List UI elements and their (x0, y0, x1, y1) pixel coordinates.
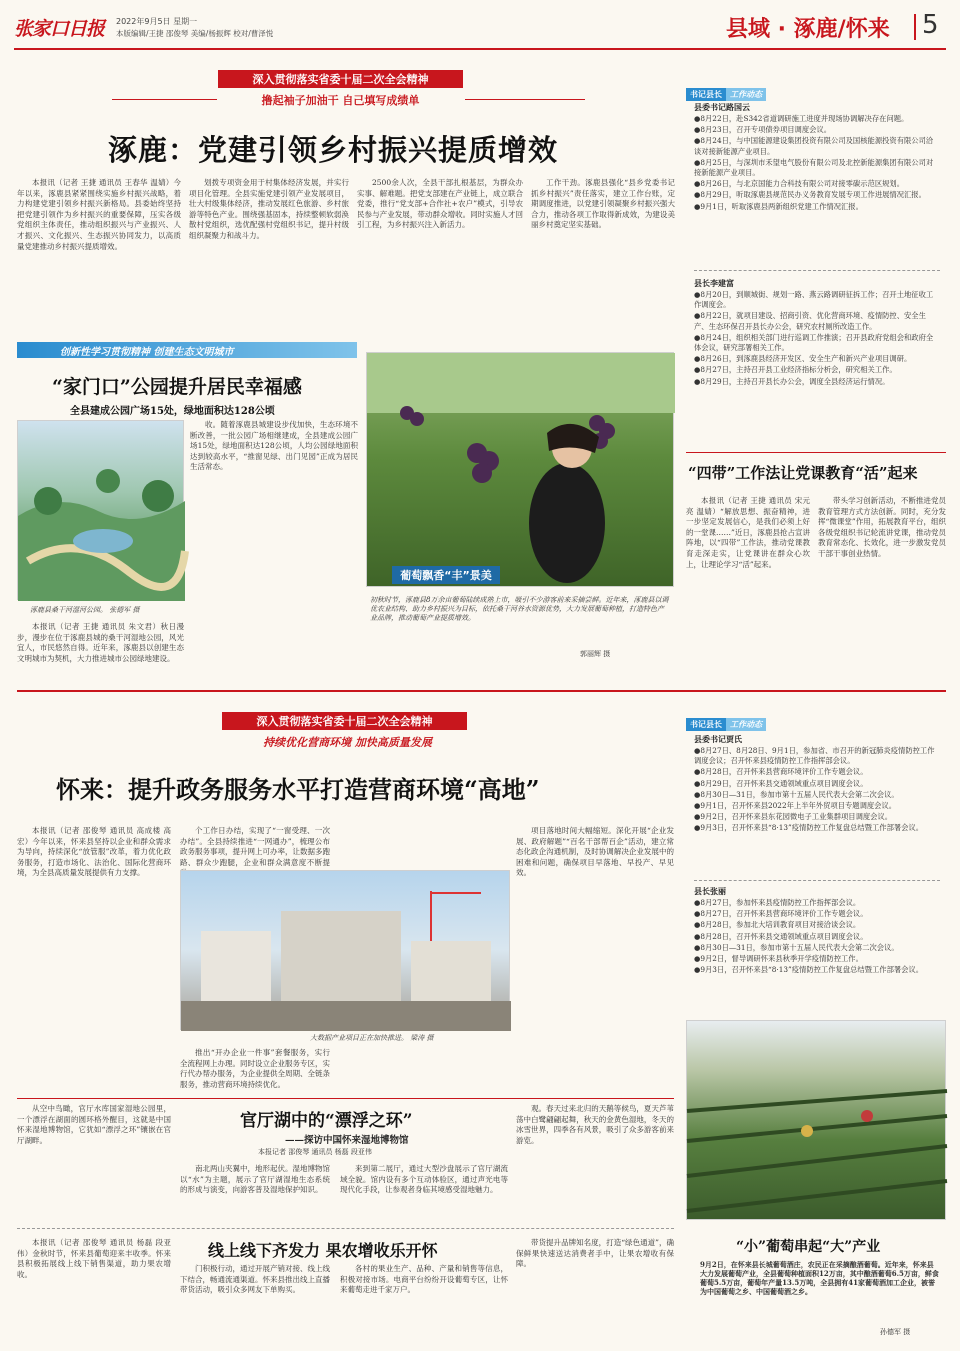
section-title: 县域 · 涿鹿/怀来 (726, 17, 890, 42)
sidebar2-g1-item: ●9月1日，召开怀来县2022年上半年外贸项目专题调度会议。 (694, 801, 897, 811)
article4-col2: 个工作日办结，实现了“一窗受理、一次办结”。全县持续推进“一网通办”，梳理公布政务服务事项，提升网上可办率，让数据多跑路、群众少跑腿，企业和群众满意度不断提 (180, 826, 330, 867)
sidebar1-group2 (694, 290, 940, 388)
article5-byline: 本报记者 邵俊琴 通讯员 杨磊 段亚伟 (258, 1148, 372, 1156)
article1-kicker: 深入贯彻落实省委十届二次全会精神 (252, 73, 429, 86)
article6-col1: 本报讯（记者 邵俊琴 通讯员 杨磊 段亚伟）金秋时节，怀来县葡萄迎来丰收季。怀来县积极拓展线上线下销售渠道，助力果农增收。 (17, 1238, 171, 1279)
feature2-headline: “小”葡萄串起“大”产业 (736, 1239, 881, 1255)
feature2-credit: 孙德军 摄 (880, 1328, 911, 1336)
grape-photo-illustration (367, 353, 675, 588)
article5-top-rule (17, 1098, 674, 1099)
article2-subhead: 全县建成公园广场15处，绿地面积达128公顷 (70, 406, 275, 417)
sidebar1-g2-item: ●8月20日，到顺城街、规划一路、燕云路调研征拆工作；召开土地征收工作调度会。 (694, 290, 934, 310)
sidebar2-g1-item: ●8月28日，召开怀来县营商环境评价工作专题会议。 (694, 767, 868, 777)
feature2-caption: 9月2日，在怀来县长城葡萄酒庄，农民正在采摘酿酒葡萄。近年来，怀来县大力发展葡萄产业，全县葡萄种植面积12万亩，其中酿酒葡萄6.5万亩，鲜食葡萄5.5万亩，葡萄年产量13.5万吨，全县拥有41家葡萄酒加工企业，被誉为中国葡萄之乡、中国葡萄酒之乡。 (700, 1260, 939, 1296)
article1-col3: 2500余人次，全县干部扎根基层，为群众办实事、解难题。把党支部建在产业链上，成立联合党委，推行“党支部+合作社+农户”模式，引导农民参与产业发展，带动群众增收。同时实施人才回引工程，为乡村振兴注入新活力。 (357, 178, 523, 230)
article3-col1: 本报讯（记者 王捷 通讯员 宋元亮 温婧）“解放思想、振奋精神，进一步坚定发展信心，是我们必须上好的一堂课……”近日，涿鹿县抢占宣讲阵地，以“四带”工作法，推动党课教育走深走实，让党课讲在群众心坎上，让理论学习“活”起来。 (686, 496, 810, 569)
article2-kicker: 创新性学习贯彻精神 创建生态文明城市 (60, 347, 234, 358)
sidebar2-g2-item: ●8月30日—31日，参加市第十五届人民代表大会第二次会议。 (694, 942, 899, 952)
grape-harvest-photo (366, 352, 674, 587)
sidebar1 (686, 82, 946, 442)
sidebar2-g2-item: ●8月27日，参加怀来县疫情防控工作指挥部会议。 (694, 898, 861, 907)
sidebar2-g1-item: ●9月2日，召开怀来县东花园微电子工业集群项目调度会议。 (694, 812, 893, 822)
article4-subkicker: 持续优化营商环境 加快高质量发展 (263, 736, 432, 749)
paper-name-logo: 张家口日报 (14, 18, 105, 40)
sidebar2-g2-item: ●9月3日，召开怀来县“8·13”疫情防控工作复盘总结暨工作部署会议。 (694, 965, 924, 975)
sidebar1-g2-item: ●8月24日，组织相关部门进行巡调工作推演；召开县政府党组会和政府全体会议，研究部署相关工作。 (694, 332, 934, 353)
grape-feature-credit: 郭丽辉 摄 (580, 650, 611, 658)
sidebar2-g2-item: ●9月2日，督导调研怀来县秋季开学疫情防控工作。 (694, 954, 863, 964)
sidebar1-g1-item: ●8月26日，与北京国能力合科技有限公司对接零碳示范区规划。 (694, 179, 905, 189)
sidebar2-group2-title: 县长张丽 (694, 887, 726, 896)
sidebar1-g1-item: ●9月1日，听取涿鹿县两新组织党建工作情况汇报。 (694, 201, 863, 211)
sidebar1-g2-item: ●8月29日，主持召开县长办公会，调度全县经济运行情况。 (694, 376, 890, 386)
sidebar2-g1-item: ●8月29日，召开怀来县交通领域重点项目调度会议。 (694, 778, 868, 788)
article4-top-rule (17, 690, 946, 692)
park-photo-illustration (18, 421, 185, 601)
article4-col1: 本报讯（记者 邵俊琴 通讯员 高成楼 高宏）今年以来，怀来县坚持以企业和群众需求为导向，持续深化“放管服”改革，着力优化政务服务，打造市场化、法治化、国际化营商环境，为全县高质量发展提供有力支撑。 (17, 826, 171, 878)
article3-col2: 带头学习创新活动，不断推进党员教育管理方式方法创新。同时，充分发挥“微课堂”作用，拓展教育平台，组织各级党组织书记轮流讲党课，推动党员教育常态化、长效化，进一步激发党员干部干事创业热情。 (818, 496, 946, 558)
article3-top-rule (686, 452, 946, 453)
sidebar2-g2-item: ●8月28日，召开怀来县交通领域重点项目调度会议。 (694, 931, 868, 941)
sidebar2-g2-item: ●8月27日，召开怀来县营商环境评价工作专题会议。 (694, 909, 868, 919)
vineyard-illustration (687, 1021, 947, 1221)
article5-col4: 观。春天过来北归的天鹅等候鸟，夏天芦苇荡中白鹭翩翩起舞，秋天的金黄色湿地，冬天的冰雪世界，四季各有风景，吸引了众多游客前来游览。 (516, 1104, 674, 1145)
article4-headline: 怀来：提升政务服务水平打造营商环境“高地” (56, 775, 540, 804)
masthead (14, 10, 946, 50)
article1-kicker-rule-right (465, 99, 585, 100)
grape-feature-label: 葡萄飘香“丰”景美 (400, 569, 492, 582)
data-industry-illustration (181, 871, 511, 1031)
sidebar2-g1-item: ●8月30日—31日，参加市第十五届人民代表大会第二次会议。 (694, 789, 899, 799)
data-industry-photo (180, 870, 510, 1030)
sidebar1-g1-item: ●8月24日，与中国能源建设集团投资有限公司及国核能源投资有限公司洽谈对接新能源产业项目。 (694, 136, 934, 156)
sidebar2-tag (686, 712, 766, 731)
sidebar1-group2-title: 县长李建富 (694, 279, 734, 288)
section-divider (914, 14, 916, 40)
article5-col2: 南北两山夹翼中，地形起伏。湿地博物馆以“水”为主题，展示了官厅湖湿地生态系统的形成与演变，向游客普及湿地保护知识。 (180, 1164, 330, 1195)
article6-top-rule (17, 1228, 674, 1229)
article6-col2: 门积极行动，通过开展产销对接、线上线下结合，畅通流通渠道。怀来县推出线上直播带货活动，吸引众多网友下单购买。 (180, 1264, 330, 1295)
article6-col4: 带货提升品牌知名度，打造“绿色通道”，确保鲜果快速送达消费者手中，让果农增收有保障。 (516, 1238, 674, 1269)
editors-line: 本版编辑/王捷 邵俊琴 美编/杨振辉 校对/曹泽悦 (116, 29, 274, 38)
article2-headline: “家门口”公园提升居民幸福感 (52, 376, 302, 398)
article6-col3: 各村的果业生产、品种、产量和销售等信息，积极对接市场。电商平台纷纷开设葡萄专区，让怀来葡萄走进千家万户。 (340, 1264, 508, 1295)
sidebar2-divider (694, 880, 940, 881)
article1-col4: 工作干劲。涿鹿县强化“县乡党委书记抓乡村振兴”责任落实，建立工作台账，定期调度推进，以党建引领凝聚乡村振兴强大合力，推动各项工作取得新成效，为建设美丽乡村奠定坚实基础。 (531, 178, 675, 230)
article4-col4: 项目落地时间大幅缩短。深化开展“企业发展、政府解题”“百名干部帮百企”活动，建立常态化政企沟通机制，及时协调解决企业发展中的困难和问题，确保项目早落地、早投产、早见效。 (516, 826, 674, 878)
article5-subhead: ——探访中国怀来湿地博物馆 (285, 1135, 409, 1146)
sidebar2-g1-item: ●9月3日，召开怀来县“8·13”疫情防控工作复盘总结暨工作部署会议。 (694, 823, 924, 833)
sidebar1-g2-item: ●8月26日，到涿鹿县经济开发区、安全生产和新兴产业项目调研。 (694, 354, 912, 364)
park-photo (17, 420, 184, 600)
sidebar1-g1-item: ●8月23日，召开专项债券项目调度会议。 (694, 125, 832, 135)
sidebar2-group1-title: 县委书记贾氏 (694, 735, 742, 744)
data-industry-photo-caption: 大数据产业项目正在加快推进。 梁涛 摄 (310, 1034, 434, 1042)
sidebar1-g2-item: ●8月22日，就项目建设、招商引资、优化营商环境、疫情防控、安全生产、生态环保召开县长办公会，研究农村厕所改造工作。 (694, 311, 926, 331)
article1-subkicker: 撸起袖子加油干 自己填写成绩单 (261, 94, 420, 107)
sidebar2 (686, 712, 946, 1012)
article3-headline: “四带”工作法让党课教育“活”起来 (688, 464, 918, 482)
article4-col3: 推出“开办企业一件事”套餐服务，实行全流程网上办理。同时设立企业服务专区，实行代办帮办服务，为企业提供全周期、全链条服务，推动营商环境持续优化。 (180, 1048, 330, 1089)
sidebar2-g1-item: ●8月27日、8月28日、9月1日，参加省、市召开的新冠肺炎疫情防控工作调度会议；召开怀来县疫情防控工作指挥部会议。 (694, 746, 935, 766)
article5-col3: 来到第二展厅，通过大型沙盘展示了官厅湖流域全貌。馆内设有多个互动体验区，通过声光电等现代化手段，让参观者身临其境感受湿地魅力。 (340, 1164, 508, 1195)
sidebar1-tag-right: 工作动态 (726, 88, 766, 101)
sidebar2-group2 (694, 898, 940, 976)
sidebar2-group1 (694, 746, 940, 835)
sidebar1-g1-item: ●8月25日，与深圳市禾望电气股份有限公司及北控新能源集团有限公司对接新能源产业项目。 (694, 157, 934, 178)
article5-col1: 从空中鸟瞰，官厅水库国家湿地公园里，一个漂浮在湖面的圆环格外醒目，这就是中国怀来湿地博物馆，它犹如“漂浮之环”镶嵌在官厅湖畔。 (17, 1104, 171, 1145)
sidebar1-group1-title: 县委书记路国云 (694, 103, 750, 112)
grape-feature-caption: 初秋时节，涿鹿县8万余亩葡萄陆续成熟上市，吸引不少游客前来采摘尝鲜。近年来，涿鹿县以调优农业结构、助力乡村振兴为目标，依托桑干河谷水资源优势，大力发展葡萄种植，打造特色产业品牌，推动葡萄产业提质增效。 (370, 596, 669, 622)
sidebar1-group1 (694, 114, 940, 213)
article5-headline: 官厅湖中的“漂浮之环” (240, 1111, 413, 1131)
park-photo-caption: 涿鹿县桑干河湿河公园。 张德军 摄 (30, 606, 140, 614)
sidebar1-g1-item: ●8月22日，赴S342省道调研施工进度并现场协调解决存在问题。 (694, 114, 909, 123)
article1-headline: 涿鹿：党建引领乡村振兴提质增效 (108, 133, 559, 167)
sidebar1-divider (694, 270, 940, 271)
sidebar1-tag-left: 书记县长 (686, 88, 726, 101)
page-number: 5 (922, 10, 939, 40)
sidebar1-g2-item: ●8月27日，主持召开县工业经济指标分析会，研究相关工作。 (694, 365, 897, 375)
article6-headline: 线上线下齐发力 果农增收乐开怀 (208, 1241, 438, 1260)
article2-col-right: 收。随着涿鹿县城建设步伐加快，生态环境不断改善，一批公园广场相继建成，全县建成公园广场15处，绿地面积达128公顷，人均公园绿地面积达到较高水平，“推窗见绿、出门见园”正成为居民生活常态。 (190, 420, 358, 472)
article4-kicker: 深入贯彻落实省委十届二次全会精神 (256, 715, 433, 728)
sidebar2-tag-left: 书记县长 (686, 718, 726, 731)
article1-col2: 划拨专项资金用于村集体经济发展，并实行项目化管理。全县实施党建引领产业发展项目，壮大村级集体经济，推动发展红色旅游、乡村旅游等特色产业。围绕强基固本，持续整顿软弱涣散村党组织，选优配强村党组织书记，提升村级组织凝聚力和战斗力。 (189, 178, 349, 240)
article1-kicker-rule-left (112, 99, 217, 100)
vineyard-photo (686, 1020, 946, 1220)
sidebar2-tag-right: 工作动态 (726, 718, 766, 731)
article2-col-left: 本报讯（记者 王捷 通讯员 朱文君）秋日漫步，漫步在位于涿鹿县城的桑干河湿地公园，风光宜人，市民悠然自得。近年来，涿鹿县以创建生态文明城市为契机，大力推进城市公园绿地建设。 (17, 622, 184, 663)
masthead-rule (14, 48, 946, 50)
article1-col1: 本报讯（记者 王捷 通讯员 王春华 温婧）今年以来，涿鹿县紧紧围绕实施乡村振兴战略，着力构建党建引领乡村振兴新格局。县委始终坚持把党建引领作为乡村振兴的重要保障，压实各级党组织主体责任，推动组织振兴与产业振兴、人才振兴、文化振兴、生态振兴协同发力，以高质量党建推动乡村振兴提质增效。 (17, 178, 181, 251)
sidebar1-tag (686, 82, 766, 101)
sidebar1-g1-item: ●8月29日，听取涿鹿县规范民办义务教育发展专项工作进展情况汇报。 (694, 190, 926, 200)
sidebar2-g2-item: ●8月28日，参加北大培训教育项目对接洽谈会议。 (694, 920, 861, 930)
date-line: 2022年9月5日 星期一 (116, 17, 198, 26)
